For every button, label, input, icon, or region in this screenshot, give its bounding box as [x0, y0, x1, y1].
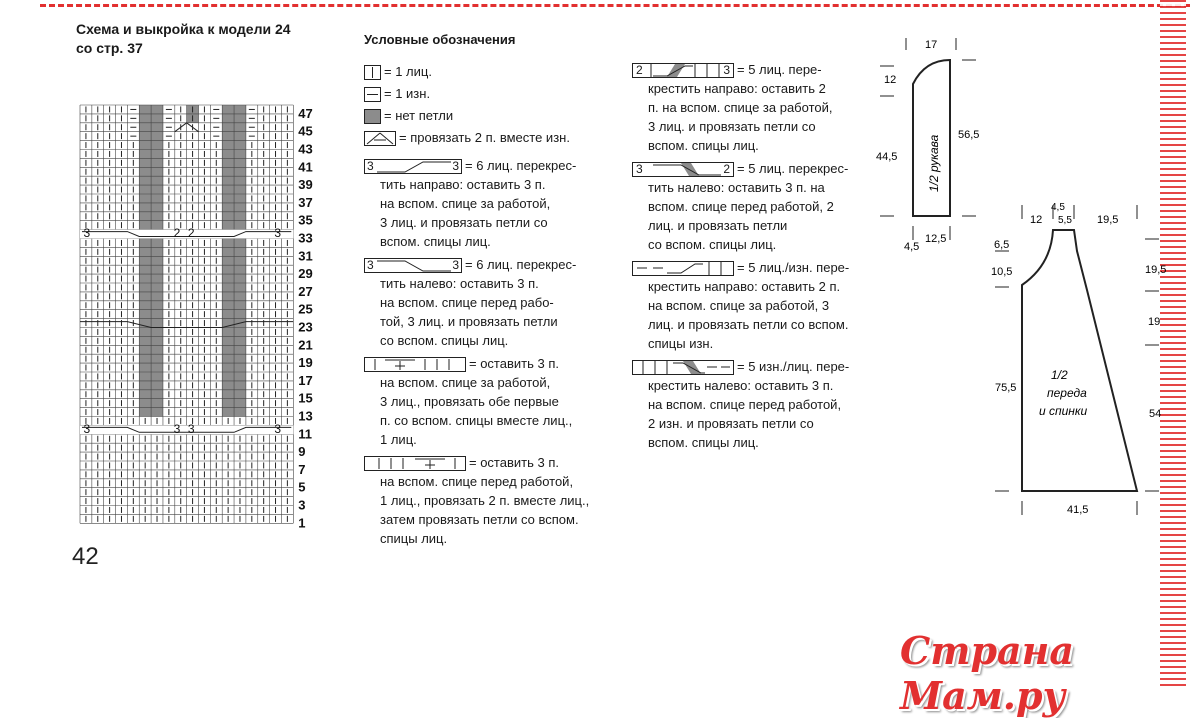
legend-cable-6-right: 3 3 = 6 лиц. перекрес- тить направо: оставить 3 п. на вспом. спице за работой, 3 лиц. и провязать петли со вспом. спицы лиц.: [364, 156, 624, 251]
row-number: 47: [298, 105, 313, 121]
legend-no-stitch: = нет петли: [364, 106, 624, 128]
row-number: 35: [298, 212, 313, 228]
cable-5-purl-knit-left-symbol-icon: [632, 360, 734, 375]
row-number: 13: [298, 408, 313, 424]
cable-row: [80, 230, 293, 239]
row-number: 43: [298, 141, 313, 157]
page-number: 42: [72, 543, 99, 570]
body-dim-shoulder-gap: 5,5: [1058, 215, 1072, 226]
body-dim-neck-width: 12: [1030, 214, 1043, 226]
row-number: 19: [298, 355, 313, 371]
legend-knit: = 1 лиц.: [364, 62, 624, 84]
legend-cable-5-knit-purl-right: = 5 лиц./изн. пере- крестить направо: оставить 2 п. на вспом. спице за работой, 3 лиц. и провязать петли со вспом. спицы изн.: [632, 258, 882, 353]
legend-column-2: [632, 60, 882, 452]
cable-digit: 3: [173, 421, 181, 436]
cable-digit: 2: [173, 226, 181, 241]
legend-heading: Условные обозначения: [364, 32, 516, 47]
legend-cable-6-left: 3 3 = 6 лиц. перекрес- тить налево: оставить 3 п. на вспом. спице перед рабо- той, 3 лиц. и провязать петли со вспом. спицы лиц.: [364, 255, 624, 350]
body-dim-shoulder: 19,5: [1097, 214, 1119, 226]
cable-6-left-symbol-icon: 3 3: [364, 258, 462, 273]
sleeve-dim-full: 56,5: [958, 129, 980, 141]
sleeve-label: 1/2 рукава: [927, 134, 941, 192]
body-label-line-2: переда: [1047, 386, 1087, 400]
row-number: 29: [298, 266, 313, 282]
title-line-1: Схема и выкройка к модели 24: [76, 21, 291, 37]
cable-digit: 3: [83, 226, 91, 241]
row-number: 45: [298, 123, 313, 139]
body-dim-19: 19: [1148, 316, 1161, 328]
sleeve-dim-length: 44,5: [876, 151, 898, 163]
decrease-left-symbol-icon: [364, 456, 466, 471]
body-label-line-3: и спинки: [1039, 404, 1088, 418]
body-dim-4-5: 4,5: [1051, 202, 1065, 213]
row-number: 33: [298, 230, 313, 246]
row-number: 3: [298, 497, 306, 513]
row-number: 37: [298, 194, 313, 210]
cable-digit: 3: [274, 421, 282, 436]
body-dim-armhole: 19,5: [1145, 264, 1167, 276]
sleeve-dim-offset: 4,5: [904, 241, 920, 253]
row-number: 27: [298, 283, 313, 299]
purl-2-together-symbol-icon: [364, 131, 396, 146]
title-line-2: со стр. 37: [76, 40, 143, 56]
row-number: 17: [298, 372, 313, 388]
legend-cable-5-purl-knit-left: = 5 изн./лиц. пере- крестить налево: оставить 3 п. на вспом. спице перед работой, 2 изн. и провязать петли со вспом. спицы лиц.: [632, 357, 882, 452]
cable-5-knit-purl-right-symbol-icon: [632, 261, 734, 276]
sleeve-dim-cap-height: 12: [884, 74, 897, 86]
no-stitch-symbol-icon: [364, 109, 381, 124]
row-number: 15: [298, 390, 313, 406]
body-label-line-1: 1/2: [1051, 368, 1068, 382]
watermark-logo: Страна Мам.ру: [900, 628, 1074, 718]
row-number: 39: [298, 177, 313, 193]
row-number: 41: [298, 159, 313, 175]
purl-symbol-icon: [364, 87, 381, 102]
knit-symbol-icon: [364, 65, 381, 80]
front-back-pattern: [985, 195, 1175, 525]
cable-digit: 2: [187, 226, 195, 241]
legend-dec-right: = оставить 3 п. на вспом. спице за работой, 3 лиц., провязать обе первые п. со вспом. спицы вместе лиц., 1 лиц.: [364, 354, 624, 449]
decrease-right-symbol-icon: [364, 357, 466, 372]
row-number: 9: [298, 444, 306, 460]
legend-cable-5-left: 3 2 = 5 лиц. перекрес- тить налево: оставить 3 п. на вспом. спице перед работой, 2 лиц. и провязать петли со вспом. спицы лиц.: [632, 159, 882, 254]
cable-6-right-symbol-icon: 3 3: [364, 159, 462, 174]
sleeve-dim-bottom: 12,5: [925, 233, 947, 245]
row-number: 25: [298, 301, 313, 317]
cable-digit: 3: [187, 421, 195, 436]
cable-digit: 3: [83, 421, 91, 436]
legend-purl: = 1 изн.: [364, 84, 624, 106]
row-number: 21: [298, 337, 313, 353]
body-dim-neck-depth-2: 10,5: [991, 266, 1013, 278]
row-number: 31: [298, 248, 313, 264]
row-number: 23: [298, 319, 313, 335]
sleeve-dim-top: 17: [925, 39, 938, 51]
body-dim-hem: 41,5: [1067, 504, 1089, 516]
row-number: 1: [298, 515, 306, 531]
row-number: 11: [298, 426, 313, 442]
row-number: 5: [298, 479, 306, 495]
body-dim-side: 54: [1149, 408, 1162, 420]
legend-dec-left: = оставить 3 п. на вспом. спице перед работой, 1 лиц., провязать 2 п. вместе лиц., затем провязать петли со вспом. спицы лиц.: [364, 453, 624, 548]
cable-digit: 3: [274, 226, 282, 241]
knitting-chart: [0, 0, 330, 540]
cable-5-left-symbol-icon: 3 2: [632, 162, 734, 177]
legend-cable-5-right: 2 3 = 5 лиц. пере- крестить направо: оставить 2 п. на вспом. спице за работой, 3 лиц. и провязать петли со вспом. спицы лиц.: [632, 60, 882, 155]
row-number: 7: [298, 461, 306, 477]
body-dim-length: 75,5: [995, 382, 1017, 394]
cable-row: [80, 425, 293, 434]
cable-5-right-symbol-icon: 2 3: [632, 63, 734, 78]
body-dim-neck-depth-1: 6,5: [994, 239, 1010, 251]
legend-column-1: [364, 62, 624, 548]
legend-purl-2-tog: = провязать 2 п. вместе изн.: [364, 128, 624, 156]
